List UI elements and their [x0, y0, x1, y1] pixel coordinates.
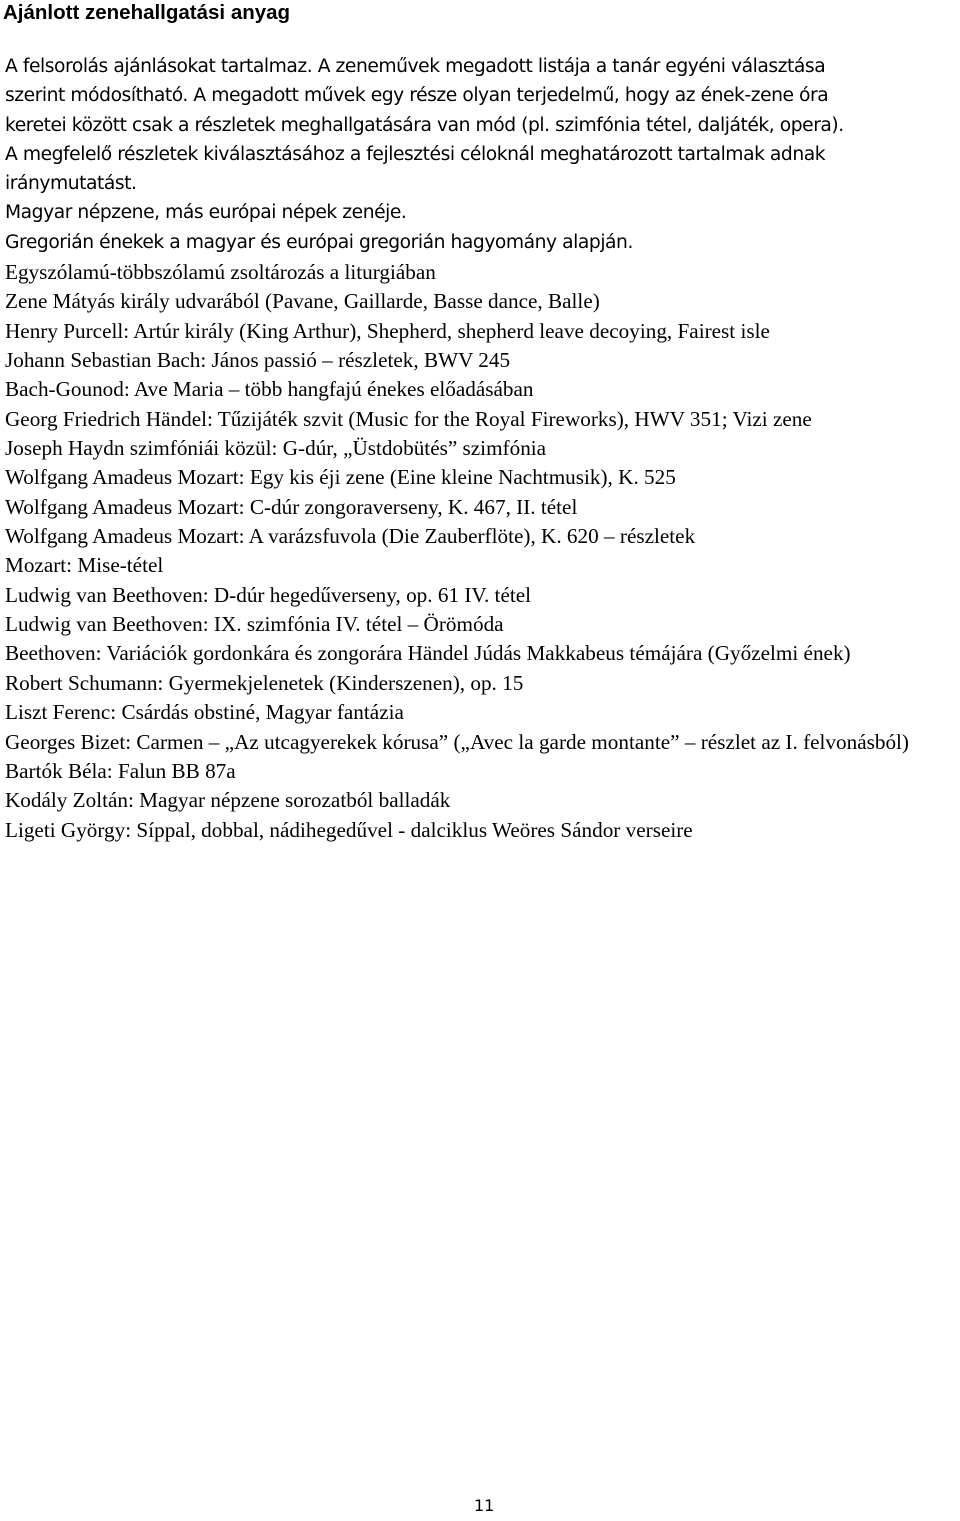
list-item: Ludwig van Beethoven: IX. szimfónia IV. tétel – Örömóda — [5, 612, 504, 637]
intro-paragraph — [5, 52, 950, 257]
list-item: Georges Bizet: Carmen – „Az utcagyerekek kórusa” („Avec la garde montante” – részlet az I. felvonásból) — [5, 729, 909, 754]
intro-line: keretei között csak a részletek meghallgatására van mód (pl. szimfónia tétel, daljáték, opera). — [5, 114, 844, 136]
list-item: Wolfgang Amadeus Mozart: C-dúr zongoraverseny, K. 467, II. tétel — [5, 494, 578, 519]
list-item: Egyszólamú-többszólamú zsoltározás a liturgiában — [5, 260, 436, 284]
page-number: 11 — [474, 1496, 495, 1515]
list-item: Zene Mátyás király udvarából (Pavane, Gaillarde, Basse dance, Balle) — [5, 289, 600, 314]
intro-line: A felsorolás ajánlásokat tartalmaz. A zeneművek megadott listája a tanár egyéni választása — [5, 56, 826, 77]
list-item: Johann Sebastian Bach: János passió – részletek, BWV 245 — [5, 348, 511, 373]
list-item: Ludwig van Beethoven: D-dúr hegedűverseny, op. 61 IV. tétel — [5, 582, 532, 607]
list-item: Bach-Gounod: Ave Maria – több hangfajú énekes előadásában — [5, 377, 534, 402]
list-item: Bartók Béla: Falun BB 87a — [5, 758, 236, 783]
list-item: Kodály Zoltán: Magyar népzene sorozatból balladák — [5, 788, 451, 813]
list-item: Mozart: Mise-tétel — [5, 553, 164, 578]
list-item: Beethoven: Variációk gordonkára és zongorára Händel Júdás Makkabeus témájára (Győzelmi ének) — [5, 641, 851, 666]
list-item: Joseph Haydn szimfóniái közül: G-dúr, „Üstdobütés” szimfónia — [5, 436, 547, 461]
document-heading: Ajánlott zenehallgatási anyag — [3, 1, 291, 24]
list-item: Georg Friedrich Händel: Tűzijáték szvit (Music for the Royal Fireworks), HWV 351; Vizi zene — [5, 406, 812, 431]
list-item: Ligeti György: Síppal, dobbal, nádihegedűvel - dalciklus Weöres Sándor verseire — [5, 817, 693, 842]
intro-line: szerint módosítható. A megadott művek egy része olyan terjedelmű, hogy az ének-zene óra — [5, 85, 829, 107]
intro-line: A megfelelő részletek kiválasztásához a fejlesztési céloknál meghatározott tartalmak adnak — [5, 143, 826, 165]
list-item: Henry Purcell: Artúr király (King Arthur), Shepherd, shepherd leave decoying, Fairest isle — [5, 318, 770, 343]
list-item: Wolfgang Amadeus Mozart: Egy kis éji zene (Eine kleine Nachtmusik), K. 525 — [5, 465, 676, 490]
intro-line: Gregorián énekek a magyar és európai gregorián hagyomány alapján. — [5, 231, 633, 253]
list-item: Robert Schumann: Gyermekjelenetek (Kinderszenen), op. 15 — [5, 670, 524, 695]
list-item: Wolfgang Amadeus Mozart: A varázsfuvola (Die Zauberflöte), K. 620 – részletek — [5, 524, 696, 549]
recommended-works-list — [5, 258, 957, 845]
list-item: Liszt Ferenc: Csárdás obstiné, Magyar fantázia — [5, 700, 404, 725]
intro-line: Magyar népzene, más európai népek zenéje. — [5, 202, 407, 224]
intro-line: iránymutatást. — [5, 173, 137, 195]
